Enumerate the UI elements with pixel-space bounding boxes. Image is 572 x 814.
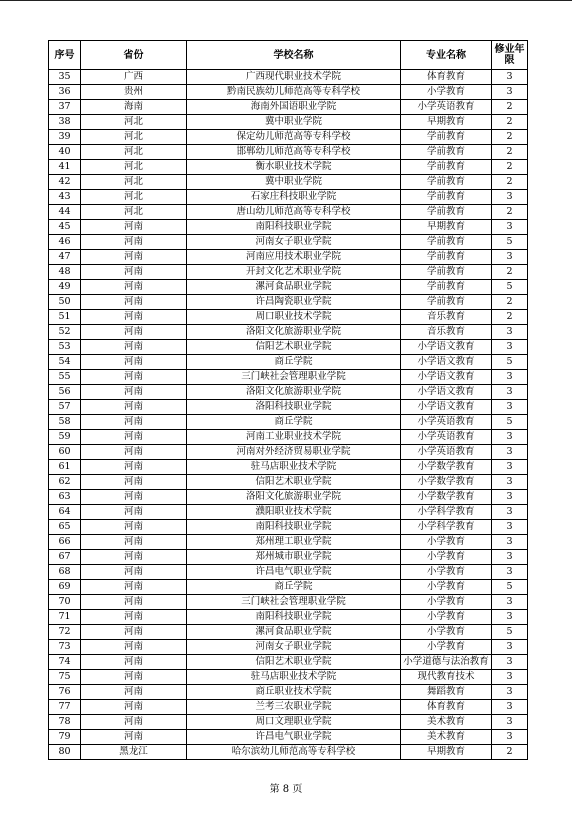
cell-school-name: 冀中职业学院 [187, 175, 401, 190]
cell-major-name: 小学语文教育 [401, 400, 492, 415]
cell-serial-number: 75 [49, 670, 81, 685]
cell-serial-number: 55 [49, 370, 81, 385]
cell-study-years: 3 [492, 475, 528, 490]
cell-province: 河南 [81, 655, 187, 670]
cell-study-years: 3 [492, 655, 528, 670]
cell-school-name: 兰考三农职业学院 [187, 700, 401, 715]
cell-major-name: 音乐教育 [401, 310, 492, 325]
cell-school-name: 南阳科技职业学院 [187, 520, 401, 535]
cell-study-years: 3 [492, 520, 528, 535]
cell-study-years: 3 [492, 595, 528, 610]
cell-study-years: 5 [492, 625, 528, 640]
cell-school-name: 许昌陶瓷职业学院 [187, 295, 401, 310]
cell-serial-number: 39 [49, 130, 81, 145]
cell-major-name: 学前教育 [401, 280, 492, 295]
cell-serial-number: 49 [49, 280, 81, 295]
cell-study-years: 3 [492, 385, 528, 400]
cell-school-name: 漯河食品职业学院 [187, 625, 401, 640]
cell-major-name: 学前教育 [401, 265, 492, 280]
cell-serial-number: 35 [49, 70, 81, 85]
cell-serial-number: 45 [49, 220, 81, 235]
table-row [49, 355, 528, 370]
cell-province: 海南 [81, 100, 187, 115]
cell-serial-number: 48 [49, 265, 81, 280]
cell-school-name: 周口文理职业学院 [187, 715, 401, 730]
cell-province: 河南 [81, 220, 187, 235]
cell-major-name: 小学英语教育 [401, 415, 492, 430]
cell-major-name: 小学教育 [401, 550, 492, 565]
table-row [49, 670, 528, 685]
cell-major-name: 学前教育 [401, 190, 492, 205]
table-row [49, 430, 528, 445]
cell-major-name: 小学科学教育 [401, 505, 492, 520]
cell-province: 河北 [81, 145, 187, 160]
cell-major-name: 小学教育 [401, 565, 492, 580]
table-row [49, 205, 528, 220]
table-row [49, 415, 528, 430]
cell-study-years: 2 [492, 265, 528, 280]
cell-school-name: 商丘学院 [187, 355, 401, 370]
cell-province: 河南 [81, 550, 187, 565]
cell-study-years: 3 [492, 490, 528, 505]
cell-major-name: 现代教育技术 [401, 670, 492, 685]
cell-province: 河南 [81, 295, 187, 310]
table-row [49, 295, 528, 310]
table-row [49, 490, 528, 505]
cell-province: 河南 [81, 625, 187, 640]
table-row [49, 700, 528, 715]
cell-serial-number: 68 [49, 565, 81, 580]
cell-study-years: 3 [492, 220, 528, 235]
cell-province: 广西 [81, 70, 187, 85]
cell-serial-number: 61 [49, 460, 81, 475]
table-row [49, 325, 528, 340]
cell-school-name: 洛阳文化旅游职业学院 [187, 490, 401, 505]
cell-study-years: 2 [492, 310, 528, 325]
cell-serial-number: 67 [49, 550, 81, 565]
cell-study-years: 3 [492, 715, 528, 730]
cell-major-name: 小学英语教育 [401, 100, 492, 115]
cell-study-years: 3 [492, 85, 528, 100]
cell-school-name: 南阳科技职业学院 [187, 220, 401, 235]
cell-serial-number: 40 [49, 145, 81, 160]
cell-study-years: 3 [492, 340, 528, 355]
cell-serial-number: 36 [49, 85, 81, 100]
cell-major-name: 早期教育 [401, 115, 492, 130]
cell-serial-number: 74 [49, 655, 81, 670]
cell-major-name: 小学教育 [401, 580, 492, 595]
cell-serial-number: 53 [49, 340, 81, 355]
table-row [49, 745, 528, 760]
cell-school-name: 郑州理工职业学院 [187, 535, 401, 550]
cell-study-years: 3 [492, 535, 528, 550]
cell-serial-number: 65 [49, 520, 81, 535]
cell-study-years: 5 [492, 280, 528, 295]
table-row [49, 535, 528, 550]
cell-school-name: 黔南民族幼儿师范高等专科学校 [187, 85, 401, 100]
cell-school-name: 河南应用技术职业学院 [187, 250, 401, 265]
cell-study-years: 5 [492, 580, 528, 595]
cell-study-years: 2 [492, 145, 528, 160]
cell-school-name: 濮阳职业技术学院 [187, 505, 401, 520]
cell-serial-number: 43 [49, 190, 81, 205]
cell-serial-number: 42 [49, 175, 81, 190]
cell-province: 河南 [81, 685, 187, 700]
cell-major-name: 小学教育 [401, 595, 492, 610]
cell-study-years: 3 [492, 445, 528, 460]
cell-major-name: 学前教育 [401, 205, 492, 220]
table-row [49, 265, 528, 280]
table-row [49, 685, 528, 700]
cell-province: 河南 [81, 370, 187, 385]
cell-study-years: 3 [492, 250, 528, 265]
cell-province: 河南 [81, 505, 187, 520]
cell-major-name: 小学道德与法治教育 [401, 655, 492, 670]
cell-major-name: 美术教育 [401, 730, 492, 745]
cell-study-years: 3 [492, 325, 528, 340]
cell-major-name: 小学数学教育 [401, 490, 492, 505]
table-row [49, 655, 528, 670]
cell-school-name: 商丘学院 [187, 580, 401, 595]
table-row [49, 310, 528, 325]
cell-province: 河南 [81, 670, 187, 685]
header-major-name: 专业名称 [401, 41, 492, 70]
table-row [49, 505, 528, 520]
table-row [49, 595, 528, 610]
cell-study-years: 2 [492, 130, 528, 145]
cell-study-years: 3 [492, 565, 528, 580]
table-row [49, 640, 528, 655]
cell-study-years: 5 [492, 415, 528, 430]
cell-study-years: 5 [492, 355, 528, 370]
cell-study-years: 2 [492, 160, 528, 175]
cell-study-years: 3 [492, 370, 528, 385]
cell-province: 河南 [81, 235, 187, 250]
cell-province: 黑龙江 [81, 745, 187, 760]
cell-study-years: 3 [492, 640, 528, 655]
cell-province: 河南 [81, 595, 187, 610]
cell-school-name: 石家庄科技职业学院 [187, 190, 401, 205]
cell-school-name: 保定幼儿师范高等专科学校 [187, 130, 401, 145]
table-row [49, 460, 528, 475]
cell-study-years: 3 [492, 190, 528, 205]
cell-school-name: 信阳艺术职业学院 [187, 475, 401, 490]
table-row [49, 400, 528, 415]
cell-province: 河南 [81, 280, 187, 295]
cell-school-name: 河南对外经济贸易职业学院 [187, 445, 401, 460]
cell-major-name: 学前教育 [401, 160, 492, 175]
cell-serial-number: 72 [49, 625, 81, 640]
cell-school-name: 广西现代职业技术学院 [187, 70, 401, 85]
cell-province: 河南 [81, 415, 187, 430]
cell-serial-number: 57 [49, 400, 81, 415]
cell-major-name: 小学语文教育 [401, 340, 492, 355]
cell-serial-number: 44 [49, 205, 81, 220]
cell-province: 河北 [81, 115, 187, 130]
table-row [49, 100, 528, 115]
cell-province: 河南 [81, 250, 187, 265]
cell-province: 河南 [81, 475, 187, 490]
top-border-line [0, 0, 572, 1]
cell-province: 河南 [81, 520, 187, 535]
cell-serial-number: 51 [49, 310, 81, 325]
cell-province: 河南 [81, 325, 187, 340]
cell-major-name: 学前教育 [401, 145, 492, 160]
cell-study-years: 2 [492, 205, 528, 220]
table-row [49, 250, 528, 265]
cell-school-name: 漯河食品职业学院 [187, 280, 401, 295]
cell-school-name: 冀中职业学院 [187, 115, 401, 130]
cell-province: 河南 [81, 265, 187, 280]
cell-study-years: 2 [492, 100, 528, 115]
cell-major-name: 学前教育 [401, 130, 492, 145]
cell-major-name: 小学英语教育 [401, 445, 492, 460]
cell-major-name: 小学语文教育 [401, 385, 492, 400]
cell-serial-number: 70 [49, 595, 81, 610]
cell-serial-number: 52 [49, 325, 81, 340]
cell-province: 河南 [81, 730, 187, 745]
table-row [49, 115, 528, 130]
table-body [49, 70, 528, 760]
cell-serial-number: 64 [49, 505, 81, 520]
table-row [49, 340, 528, 355]
school-major-table [48, 40, 528, 760]
cell-school-name: 河南工业职业技术学院 [187, 430, 401, 445]
table-row [49, 445, 528, 460]
cell-serial-number: 47 [49, 250, 81, 265]
cell-serial-number: 37 [49, 100, 81, 115]
cell-study-years: 3 [492, 505, 528, 520]
cell-study-years: 2 [492, 295, 528, 310]
cell-school-name: 信阳艺术职业学院 [187, 340, 401, 355]
cell-serial-number: 56 [49, 385, 81, 400]
cell-study-years: 3 [492, 730, 528, 745]
cell-study-years: 5 [492, 235, 528, 250]
cell-serial-number: 41 [49, 160, 81, 175]
cell-school-name: 洛阳文化旅游职业学院 [187, 325, 401, 340]
cell-study-years: 3 [492, 550, 528, 565]
cell-school-name: 商丘学院 [187, 415, 401, 430]
cell-major-name: 学前教育 [401, 250, 492, 265]
cell-school-name: 唐山幼儿师范高等专科学校 [187, 205, 401, 220]
cell-serial-number: 76 [49, 685, 81, 700]
cell-major-name: 小学语文教育 [401, 370, 492, 385]
cell-major-name: 体育教育 [401, 700, 492, 715]
cell-school-name: 商丘职业技术学院 [187, 685, 401, 700]
cell-province: 河南 [81, 580, 187, 595]
cell-major-name: 小学教育 [401, 610, 492, 625]
table-row [49, 730, 528, 745]
cell-school-name: 洛阳文化旅游职业学院 [187, 385, 401, 400]
cell-serial-number: 38 [49, 115, 81, 130]
cell-serial-number: 71 [49, 610, 81, 625]
cell-major-name: 体育教育 [401, 70, 492, 85]
cell-province: 河南 [81, 610, 187, 625]
cell-school-name: 开封文化艺术职业学院 [187, 265, 401, 280]
cell-school-name: 三门峡社会管理职业学院 [187, 595, 401, 610]
cell-major-name: 学前教育 [401, 175, 492, 190]
table-row [49, 85, 528, 100]
table-row [49, 70, 528, 85]
cell-province: 河南 [81, 640, 187, 655]
cell-serial-number: 50 [49, 295, 81, 310]
cell-study-years: 3 [492, 670, 528, 685]
cell-province: 河南 [81, 430, 187, 445]
cell-serial-number: 63 [49, 490, 81, 505]
table-header-row [49, 41, 528, 70]
table-row [49, 145, 528, 160]
cell-major-name: 音乐教育 [401, 325, 492, 340]
cell-school-name: 驻马店职业技术学院 [187, 670, 401, 685]
table-row [49, 280, 528, 295]
cell-province: 河南 [81, 310, 187, 325]
cell-study-years: 3 [492, 70, 528, 85]
table-row [49, 130, 528, 145]
header-serial-number: 序号 [49, 41, 81, 70]
header-study-years: 修业年限 [492, 41, 528, 70]
cell-study-years: 3 [492, 460, 528, 475]
cell-study-years: 2 [492, 115, 528, 130]
cell-study-years: 3 [492, 430, 528, 445]
cell-study-years: 3 [492, 700, 528, 715]
cell-province: 河南 [81, 715, 187, 730]
table-row [49, 220, 528, 235]
cell-serial-number: 79 [49, 730, 81, 745]
table-row [49, 550, 528, 565]
cell-major-name: 美术教育 [401, 715, 492, 730]
cell-school-name: 许昌电气职业学院 [187, 730, 401, 745]
cell-major-name: 小学数学教育 [401, 475, 492, 490]
cell-school-name: 南阳科技职业学院 [187, 610, 401, 625]
cell-school-name: 邯郸幼儿师范高等专科学校 [187, 145, 401, 160]
cell-school-name: 驻马店职业技术学院 [187, 460, 401, 475]
cell-serial-number: 58 [49, 415, 81, 430]
cell-province: 贵州 [81, 85, 187, 100]
cell-major-name: 小学教育 [401, 85, 492, 100]
cell-major-name: 学前教育 [401, 295, 492, 310]
cell-study-years: 3 [492, 610, 528, 625]
cell-province: 河北 [81, 130, 187, 145]
cell-province: 河南 [81, 460, 187, 475]
cell-school-name: 海南外国语职业学院 [187, 100, 401, 115]
cell-school-name: 河南女子职业学院 [187, 640, 401, 655]
table-row [49, 520, 528, 535]
cell-province: 河北 [81, 190, 187, 205]
cell-major-name: 小学教育 [401, 535, 492, 550]
cell-study-years: 2 [492, 175, 528, 190]
cell-province: 河南 [81, 445, 187, 460]
cell-major-name: 小学科学教育 [401, 520, 492, 535]
cell-school-name: 信阳艺术职业学院 [187, 655, 401, 670]
cell-province: 河南 [81, 340, 187, 355]
cell-study-years: 3 [492, 685, 528, 700]
table-row [49, 385, 528, 400]
cell-study-years: 3 [492, 400, 528, 415]
table-row [49, 175, 528, 190]
header-province: 省份 [81, 41, 187, 70]
table-row [49, 580, 528, 595]
cell-school-name: 三门峡社会管理职业学院 [187, 370, 401, 385]
table-row [49, 475, 528, 490]
cell-major-name: 早期教育 [401, 220, 492, 235]
cell-serial-number: 62 [49, 475, 81, 490]
cell-school-name: 许昌电气职业学院 [187, 565, 401, 580]
cell-province: 河南 [81, 385, 187, 400]
cell-province: 河北 [81, 160, 187, 175]
cell-serial-number: 46 [49, 235, 81, 250]
cell-major-name: 学前教育 [401, 235, 492, 250]
cell-school-name: 周口职业技术学院 [187, 310, 401, 325]
table-row [49, 610, 528, 625]
table-row [49, 235, 528, 250]
cell-province: 河南 [81, 490, 187, 505]
cell-province: 河北 [81, 175, 187, 190]
table-row [49, 190, 528, 205]
cell-serial-number: 59 [49, 430, 81, 445]
cell-major-name: 小学教育 [401, 640, 492, 655]
cell-serial-number: 60 [49, 445, 81, 460]
cell-serial-number: 80 [49, 745, 81, 760]
cell-school-name: 河南女子职业学院 [187, 235, 401, 250]
page-number: 第 8 页 [269, 784, 303, 795]
cell-school-name: 哈尔滨幼儿师范高等专科学校 [187, 745, 401, 760]
cell-serial-number: 69 [49, 580, 81, 595]
cell-major-name: 小学语文教育 [401, 355, 492, 370]
cell-province: 河南 [81, 400, 187, 415]
cell-school-name: 郑州城市职业学院 [187, 550, 401, 565]
cell-serial-number: 73 [49, 640, 81, 655]
cell-serial-number: 54 [49, 355, 81, 370]
cell-province: 河南 [81, 565, 187, 580]
cell-major-name: 小学教育 [401, 625, 492, 640]
table-row [49, 565, 528, 580]
cell-study-years: 2 [492, 745, 528, 760]
cell-major-name: 早期教育 [401, 745, 492, 760]
table-row [49, 715, 528, 730]
cell-school-name: 洛阳科技职业学院 [187, 400, 401, 415]
table-row [49, 370, 528, 385]
header-school-name: 学校名称 [187, 41, 401, 70]
cell-province: 河南 [81, 355, 187, 370]
cell-major-name: 小学数学教育 [401, 460, 492, 475]
table-row [49, 160, 528, 175]
cell-major-name: 舞蹈教育 [401, 685, 492, 700]
cell-school-name: 衡水职业技术学院 [187, 160, 401, 175]
cell-province: 河南 [81, 700, 187, 715]
cell-province: 河北 [81, 205, 187, 220]
cell-major-name: 小学英语教育 [401, 430, 492, 445]
cell-province: 河南 [81, 535, 187, 550]
cell-serial-number: 66 [49, 535, 81, 550]
cell-serial-number: 78 [49, 715, 81, 730]
table-row [49, 625, 528, 640]
cell-serial-number: 77 [49, 700, 81, 715]
